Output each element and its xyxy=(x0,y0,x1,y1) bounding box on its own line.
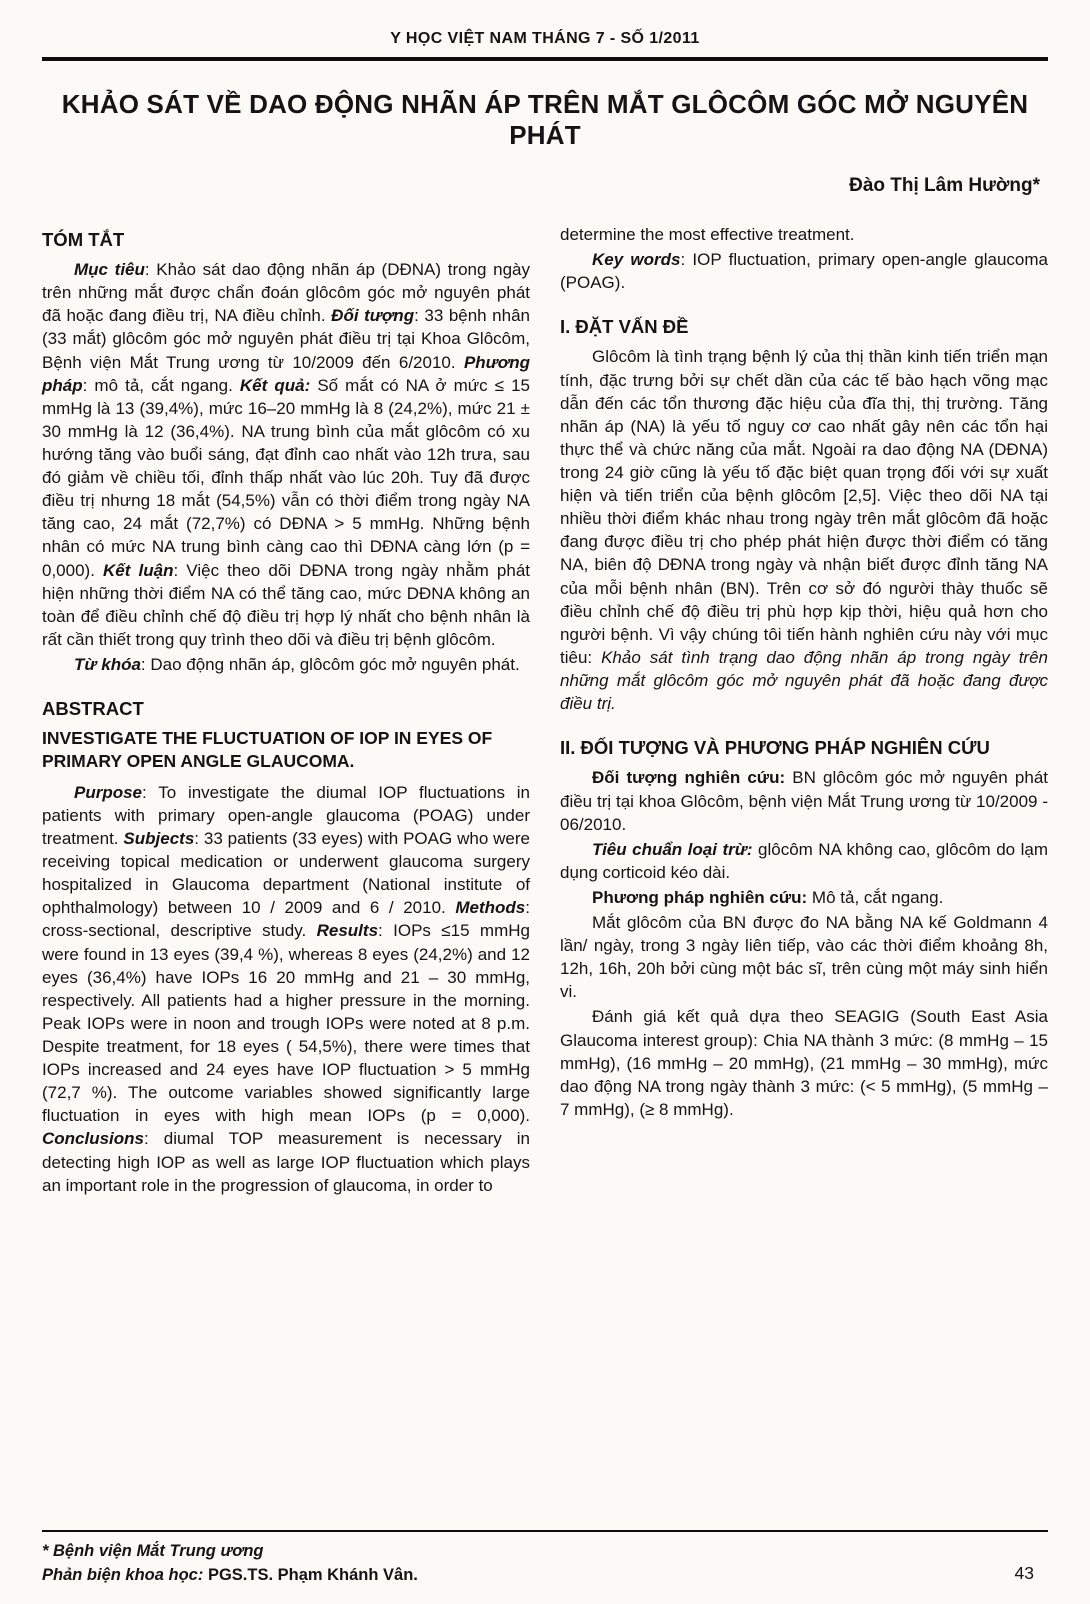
author-name: Đào Thị Lâm Hường* xyxy=(849,175,1040,196)
paragraph-keywords: Key words: IOP fluctuation, primary open-angle glaucoma (POAG). xyxy=(560,250,1048,293)
paragraph-tomtat: Mục tiêu: Khảo sát dao động nhãn áp (DĐNA) trong ngày trên những mắt được chẩn đoán glôcôm góc mở nguyên phát đã hoặc đang điều trị, NA điều chỉnh. Đối tượng: 33 bệnh nhân (33 mắt) glôcôm góc mở nguyên phát điều trị tại Khoa Glôcôm, Bệnh viện Mắt Trung ương từ 10/2009 đến 6/2010. Phương pháp: mô tả, cắt ngang. Kết quả: Số mắt có NA ở mức ≤ 15 mmHg là 13 (39,4%), mức 16–20 mmHg là 8 (24,2%), mức 21 ± 30 mmHg là 12 (36,4%). NA trung bình của mắt glôcôm có xu hướng tăng vào buổi sáng, đạt đỉnh cao nhất vào 12h trưa, sau đó giảm về chiều tối, đỉnh thấp nhất vào lúc 20h. Tuy đã được điều trị nhưng 18 mắt (54,5%) vẫn có thời điểm trong ngày NA tăng cao, 24 mắt (72,7%) có DĐNA > 5 mmHg. Những bệnh nhân có mức NA trung bình càng cao thì DĐNA càng lớn (p = 0,000). Kết luận: Việc theo dõi DĐNA trong ngày nhằm phát hiện những thời điểm NA có thể tăng cao, mức DĐNA không an toàn để điều chỉnh chế độ điều trị hợp lý nhất cho bệnh nhân là rất cần thiết trong quy trình theo dõi và điều trị bệnh glôcôm. xyxy=(42,260,531,649)
paragraph-intro: Glôcôm là tình trạng bệnh lý của thị thần kinh tiến triển mạn tính, đặc trưng bởi sự chết dần của các tế bào hạch võng mạc dẫn đến các tổn thương đặc hiệu của đĩa thị, thị trường. Tăng nhãn áp (NA) là yếu tố nguy cơ cao nhất gây nên các tổn hại thực thể và chức năng của mắt. Ngoài ra dao động NA (DĐNA) trong 24 giờ cũng là yếu tố đặc biệt quan trọng đối với sự xuất hiện và tiến triển của bệnh glôcôm [2,5]. Việc theo dõi NA tại nhiều thời điểm khác nhau trong ngày trên mắt glôcôm đã hoặc đang được điều trị cho phép phát hiện được thời điểm có tăng NA, biên độ DĐNA trong ngày và nhận biết được đỉnh tăng NA của mỗi bệnh nhân (BN). Trên cơ sở đó người thày thuốc sẽ điều chỉnh chế độ điều trị phù hợp kịp thời, hiệu quả hơn cho người bệnh. Vì vậy chúng tôi tiến hành nghiên cứu này với mục tiêu: Khảo sát tình trạng dao động nhãn áp trong ngày trên những mắt glôcôm góc mở nguyên phát đã hoặc đang được điều trị. xyxy=(560,347,1048,714)
left-column xyxy=(42,223,530,1530)
journal-name: Y HỌC VIỆT NAM THÁNG 7 - SỐ 1/2011 xyxy=(390,30,700,47)
footnote-reviewer: Phản biện khoa học: PGS.TS. Phạm Khánh Vân. xyxy=(42,1566,418,1585)
footnote-affiliation: * Bệnh viện Mắt Trung ương xyxy=(42,1541,264,1560)
page-number: 43 xyxy=(1014,1563,1034,1583)
header-rule xyxy=(42,57,1048,61)
abstract-english-title: INVESTIGATE THE FLUCTUATION OF IOP IN EYES OF PRIMARY OPEN ANGLE GLAUCOMA. xyxy=(42,728,493,772)
section-heading-2: II. ĐỐI TƯỢNG VÀ PHƯƠNG PHÁP NGHIÊN CỨU xyxy=(560,737,990,759)
right-column xyxy=(560,223,1048,1530)
paragraph-methods: Phương pháp nghiên cứu: Mô tả, cắt ngang. xyxy=(592,887,944,907)
section-heading-abstract: ABSTRACT xyxy=(42,698,144,720)
footnotes xyxy=(42,1539,418,1589)
two-column-body xyxy=(42,223,1048,1530)
paragraph-measurement: Mắt glôcôm của BN được đo NA bằng NA kế Goldmann 4 lần/ ngày, trong 3 ngày liên tiếp, vào các thời điểm khoảng 8h, 12h, 16h, 20h bởi cùng một bác sĩ, trên cùng một máy sinh hiển vi. xyxy=(560,913,1048,1002)
paragraph-evaluation: Đánh giá kết quả dựa theo SEAGIG (South East Asia Glaucoma interest group): Chia NA thành 3 mức: (8 mmHg – 15 mmHg), (16 mmHg – 20 mmHg), (21 mmHg – 30 mmHg), mức dao động NA trong ngày thành 3 mức: (< 5 mmHg), (5 mmHg – 7 mmHg), (≥ 8 mmHg). xyxy=(560,1007,1048,1119)
article-title: KHẢO SÁT VỀ DAO ĐỘNG NHÃN ÁP TRÊN MẮT GLÔCÔM GÓC MỞ NGUYÊN PHÁT xyxy=(61,89,1029,150)
section-heading-tomtat: TÓM TẮT xyxy=(42,229,125,250)
paragraph-continuation: determine the most effective treatment. xyxy=(560,225,855,244)
paragraph-exclusion: Tiêu chuẩn loại trừ: glôcôm NA không cao, glôcôm do lạm dụng corticoid kéo dài. xyxy=(560,839,1048,882)
page-footer xyxy=(42,1530,1048,1589)
paragraph-subjects: Đối tượng nghiên cứu: BN glôcôm góc mở nguyên phát điều trị tại khoa Glôcôm, bệnh viện Mắt Trung ương từ 10/2009 - 06/2010. xyxy=(560,768,1048,834)
paragraph-tukhoa: Từ khóa: Dao động nhãn áp, glôcôm góc mở nguyên phát. xyxy=(74,655,520,675)
section-heading-1: I. ĐẶT VẤN ĐỀ xyxy=(560,316,689,338)
journal-header xyxy=(42,30,1048,61)
paragraph-abstract: Purpose: To investigate the diumal IOP fluctuations in patients with primary open-angle glaucoma (POAG) under treatment. Subjects: 33 patients (33 eyes) with POAG who were receiving topical medication or underwent glaucoma surgery hospitalized in Glaucoma department (National institute of ophthalmology) between 10 / 2009 and 6 / 2010. Methods: cross-sectional, descriptive study. Results: IOPs ≤15 mmHg were found in 13 eyes (39,4 %), whereas 8 eyes (24,2%) and 12 eyes (36,4%) have IOPs 16 20 mmHg and 21 – 30 mmHg, respectively. All patients had a higher pressure in the morning. Peak IOPs were in noon and trough IOPs were noted at 8 p.m. Despite treatment, for 18 eyes ( 54,5%), there were times that IOPs increased and 24 eyes have IOP fluctuation > 5 mmHg (72,7 %). The outcome variables showed significantly large fluctuation in eyes with high mean IOPs (p = 0,000). Conclusions: diumal TOP measurement is necessary in detecting high IOP as well as large IOP fluctuation which plays an important role in the progression of glaucoma, in order to xyxy=(42,782,530,1195)
